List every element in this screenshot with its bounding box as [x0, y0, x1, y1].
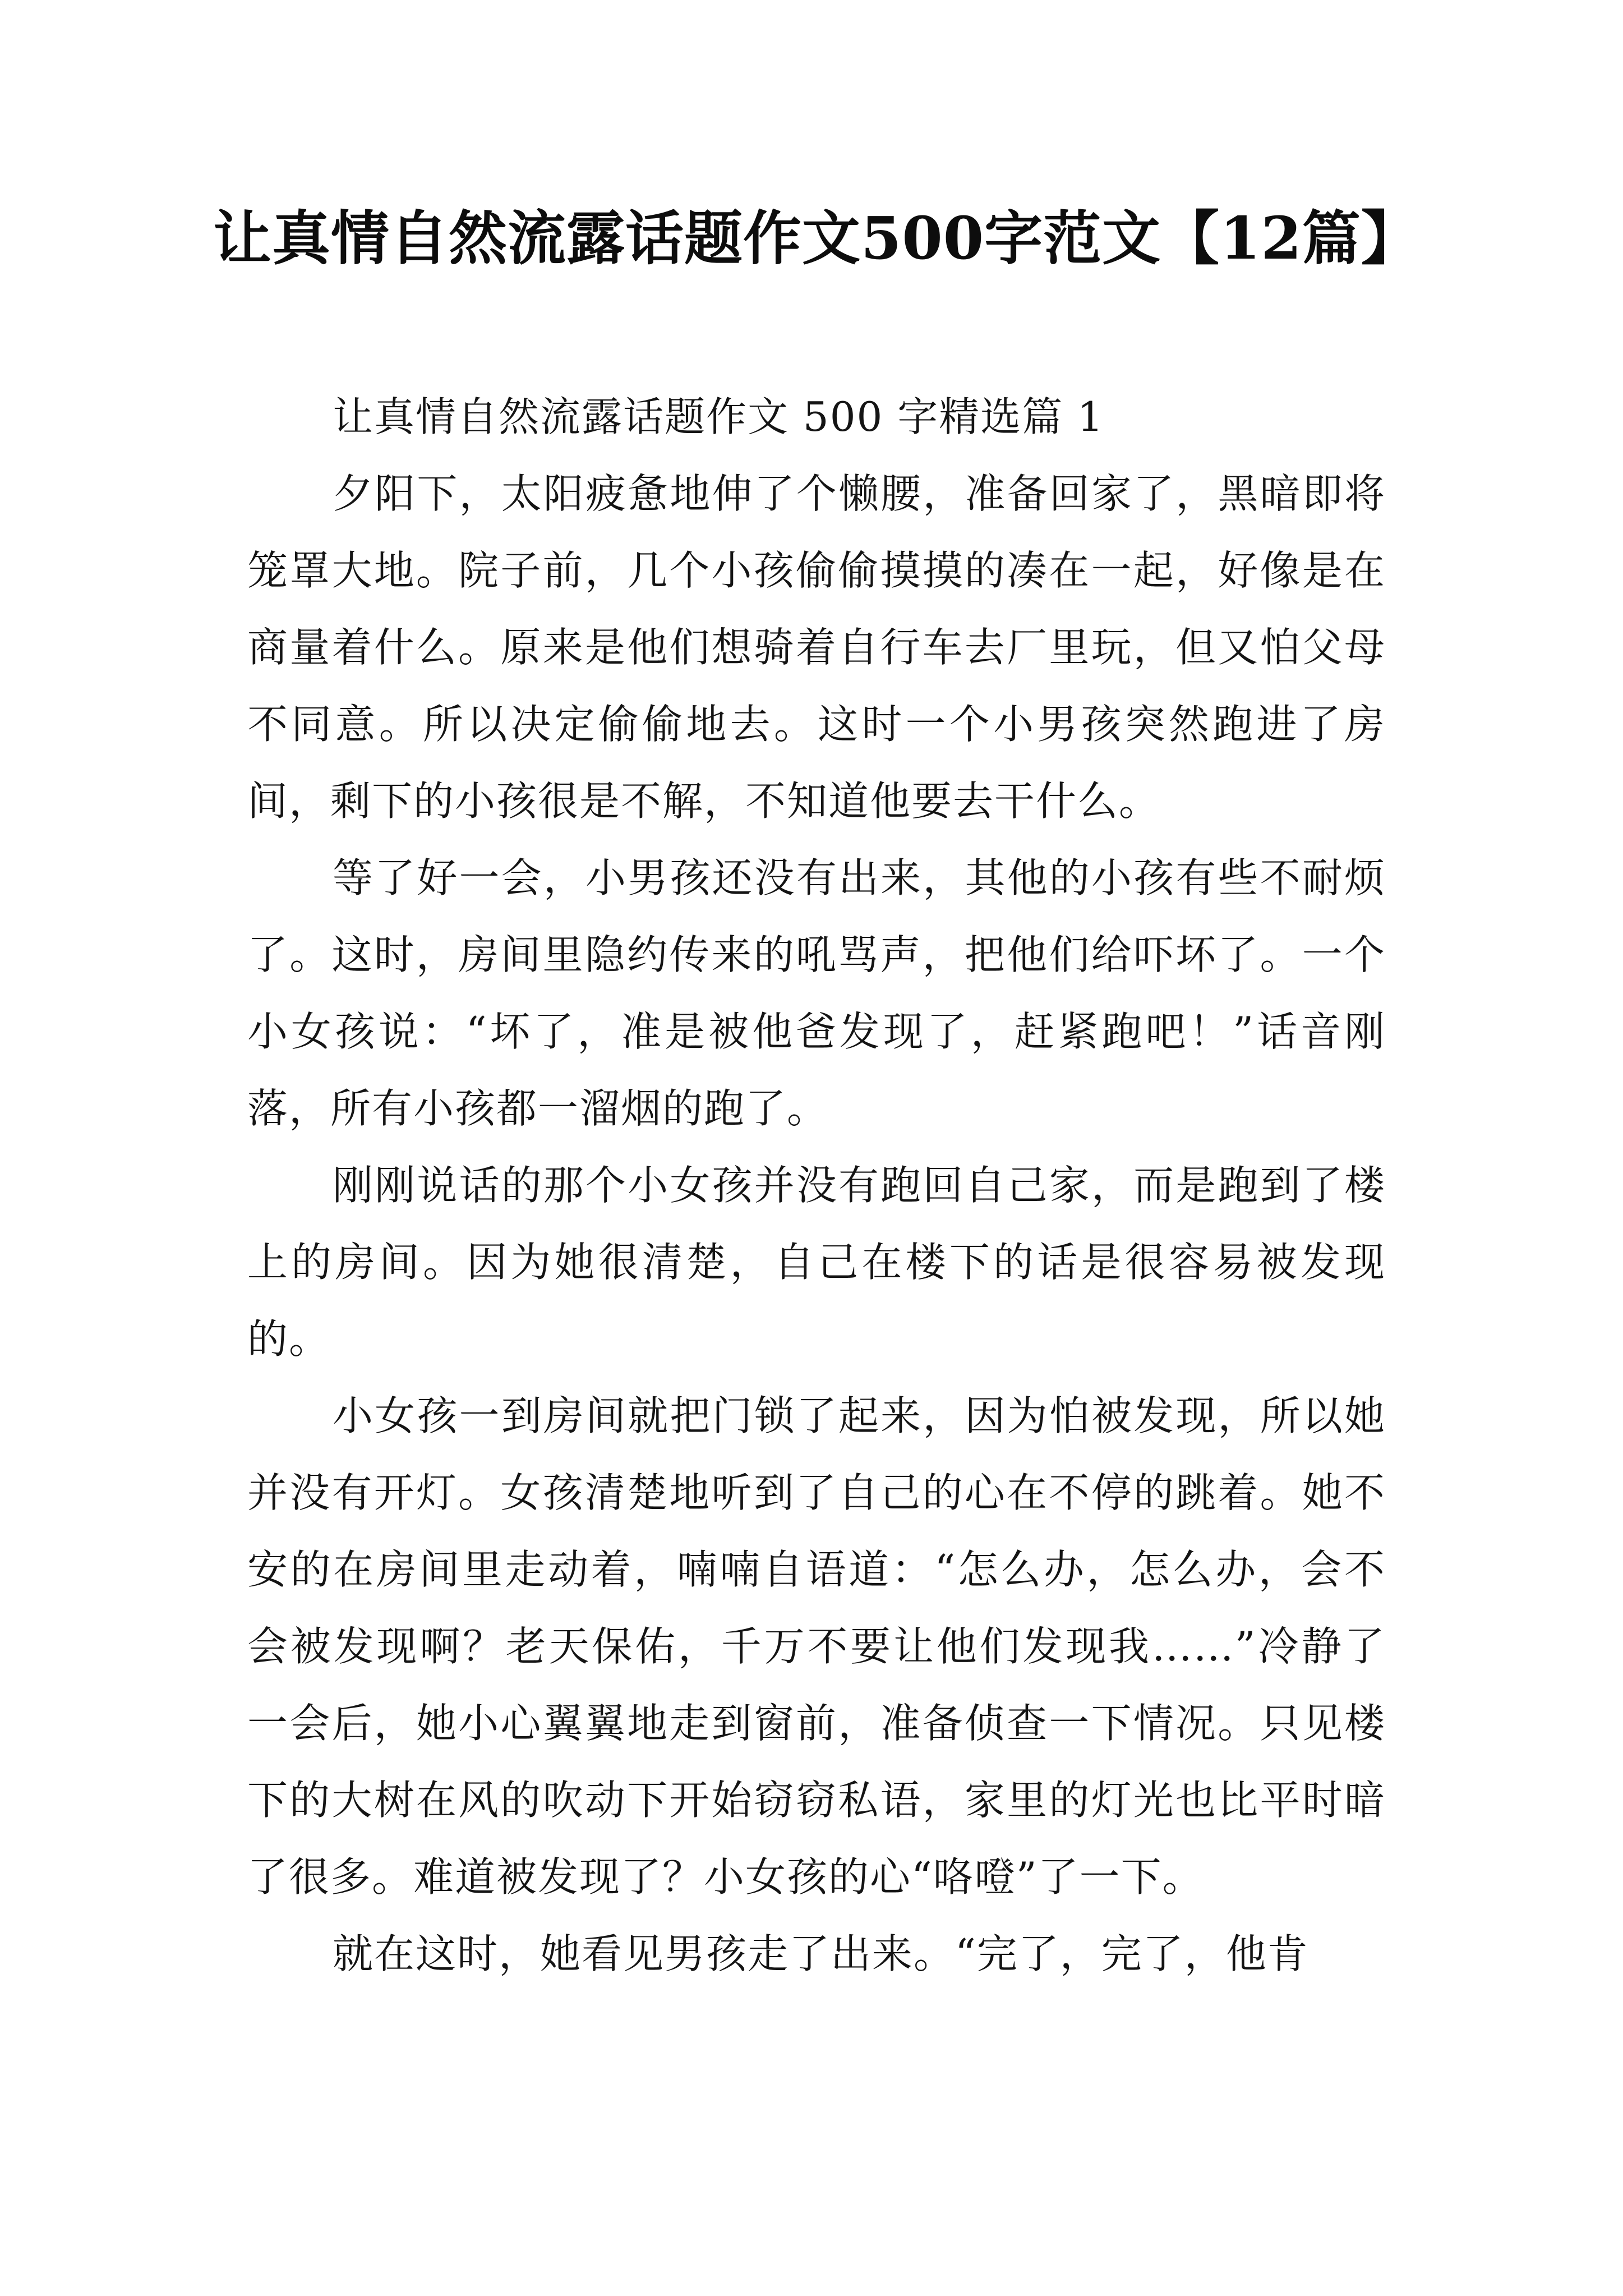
- document-body: [247, 379, 1386, 1993]
- section-heading: 让真情自然流露话题作文 500 字精选篇 1: [333, 393, 1104, 440]
- paragraph: 小女孩一到房间就把门锁了起来，因为怕被发现，所以她并没有开灯。女孩清楚地听到了自己的心在不停的跳着。她不安的在房间里走动着，喃喃自语道：“怎么办，怎么办，会不会被发现啊？老天保佑，千万不要让他们发现我……”冷静了一会后，她小心翼翼地走到窗前，准备侦查一下情况。只见楼下的大树在风的吹动下开始窃窃私语，家里的灯光也比平时暗了很多。难道被发现了？小女孩的心“咯噔”了一下。: [247, 1392, 1386, 1901]
- paragraph: 夕阳下，太阳疲惫地伸了个懒腰，准备回家了，黑暗即将笼罩大地。院子前，几个小孩偷偷摸摸的凑在一起，好像是在商量着什么。原来是他们想骑着自行车去厂里玩，但又怕父母不同意。所以决定偷偷地去。这时一个小男孩突然跑进了房间，剩下的小孩很是不解，不知道他要去干什么。: [247, 470, 1386, 825]
- document-title: 让真情自然流露话题作文500字范文【12篇】: [213, 204, 1420, 273]
- paragraph: 等了好一会，小男孩还没有出来，其他的小孩有些不耐烦了。这时，房间里隐约传来的吼骂声，把他们给吓坏了。一个小女孩说：“坏了，准是被他爸发现了，赶紧跑吧！”话音刚落，所有小孩都一溜烟的跑了。: [247, 854, 1386, 1132]
- paragraph: 就在这时，她看见男孩走了出来。“完了，完了，他肯: [333, 1930, 1309, 1977]
- paragraph: 刚刚说话的那个小女孩并没有跑回自己家，而是跑到了楼上的房间。因为她很清楚，自己在楼下的话是很容易被发现的。: [247, 1162, 1386, 1363]
